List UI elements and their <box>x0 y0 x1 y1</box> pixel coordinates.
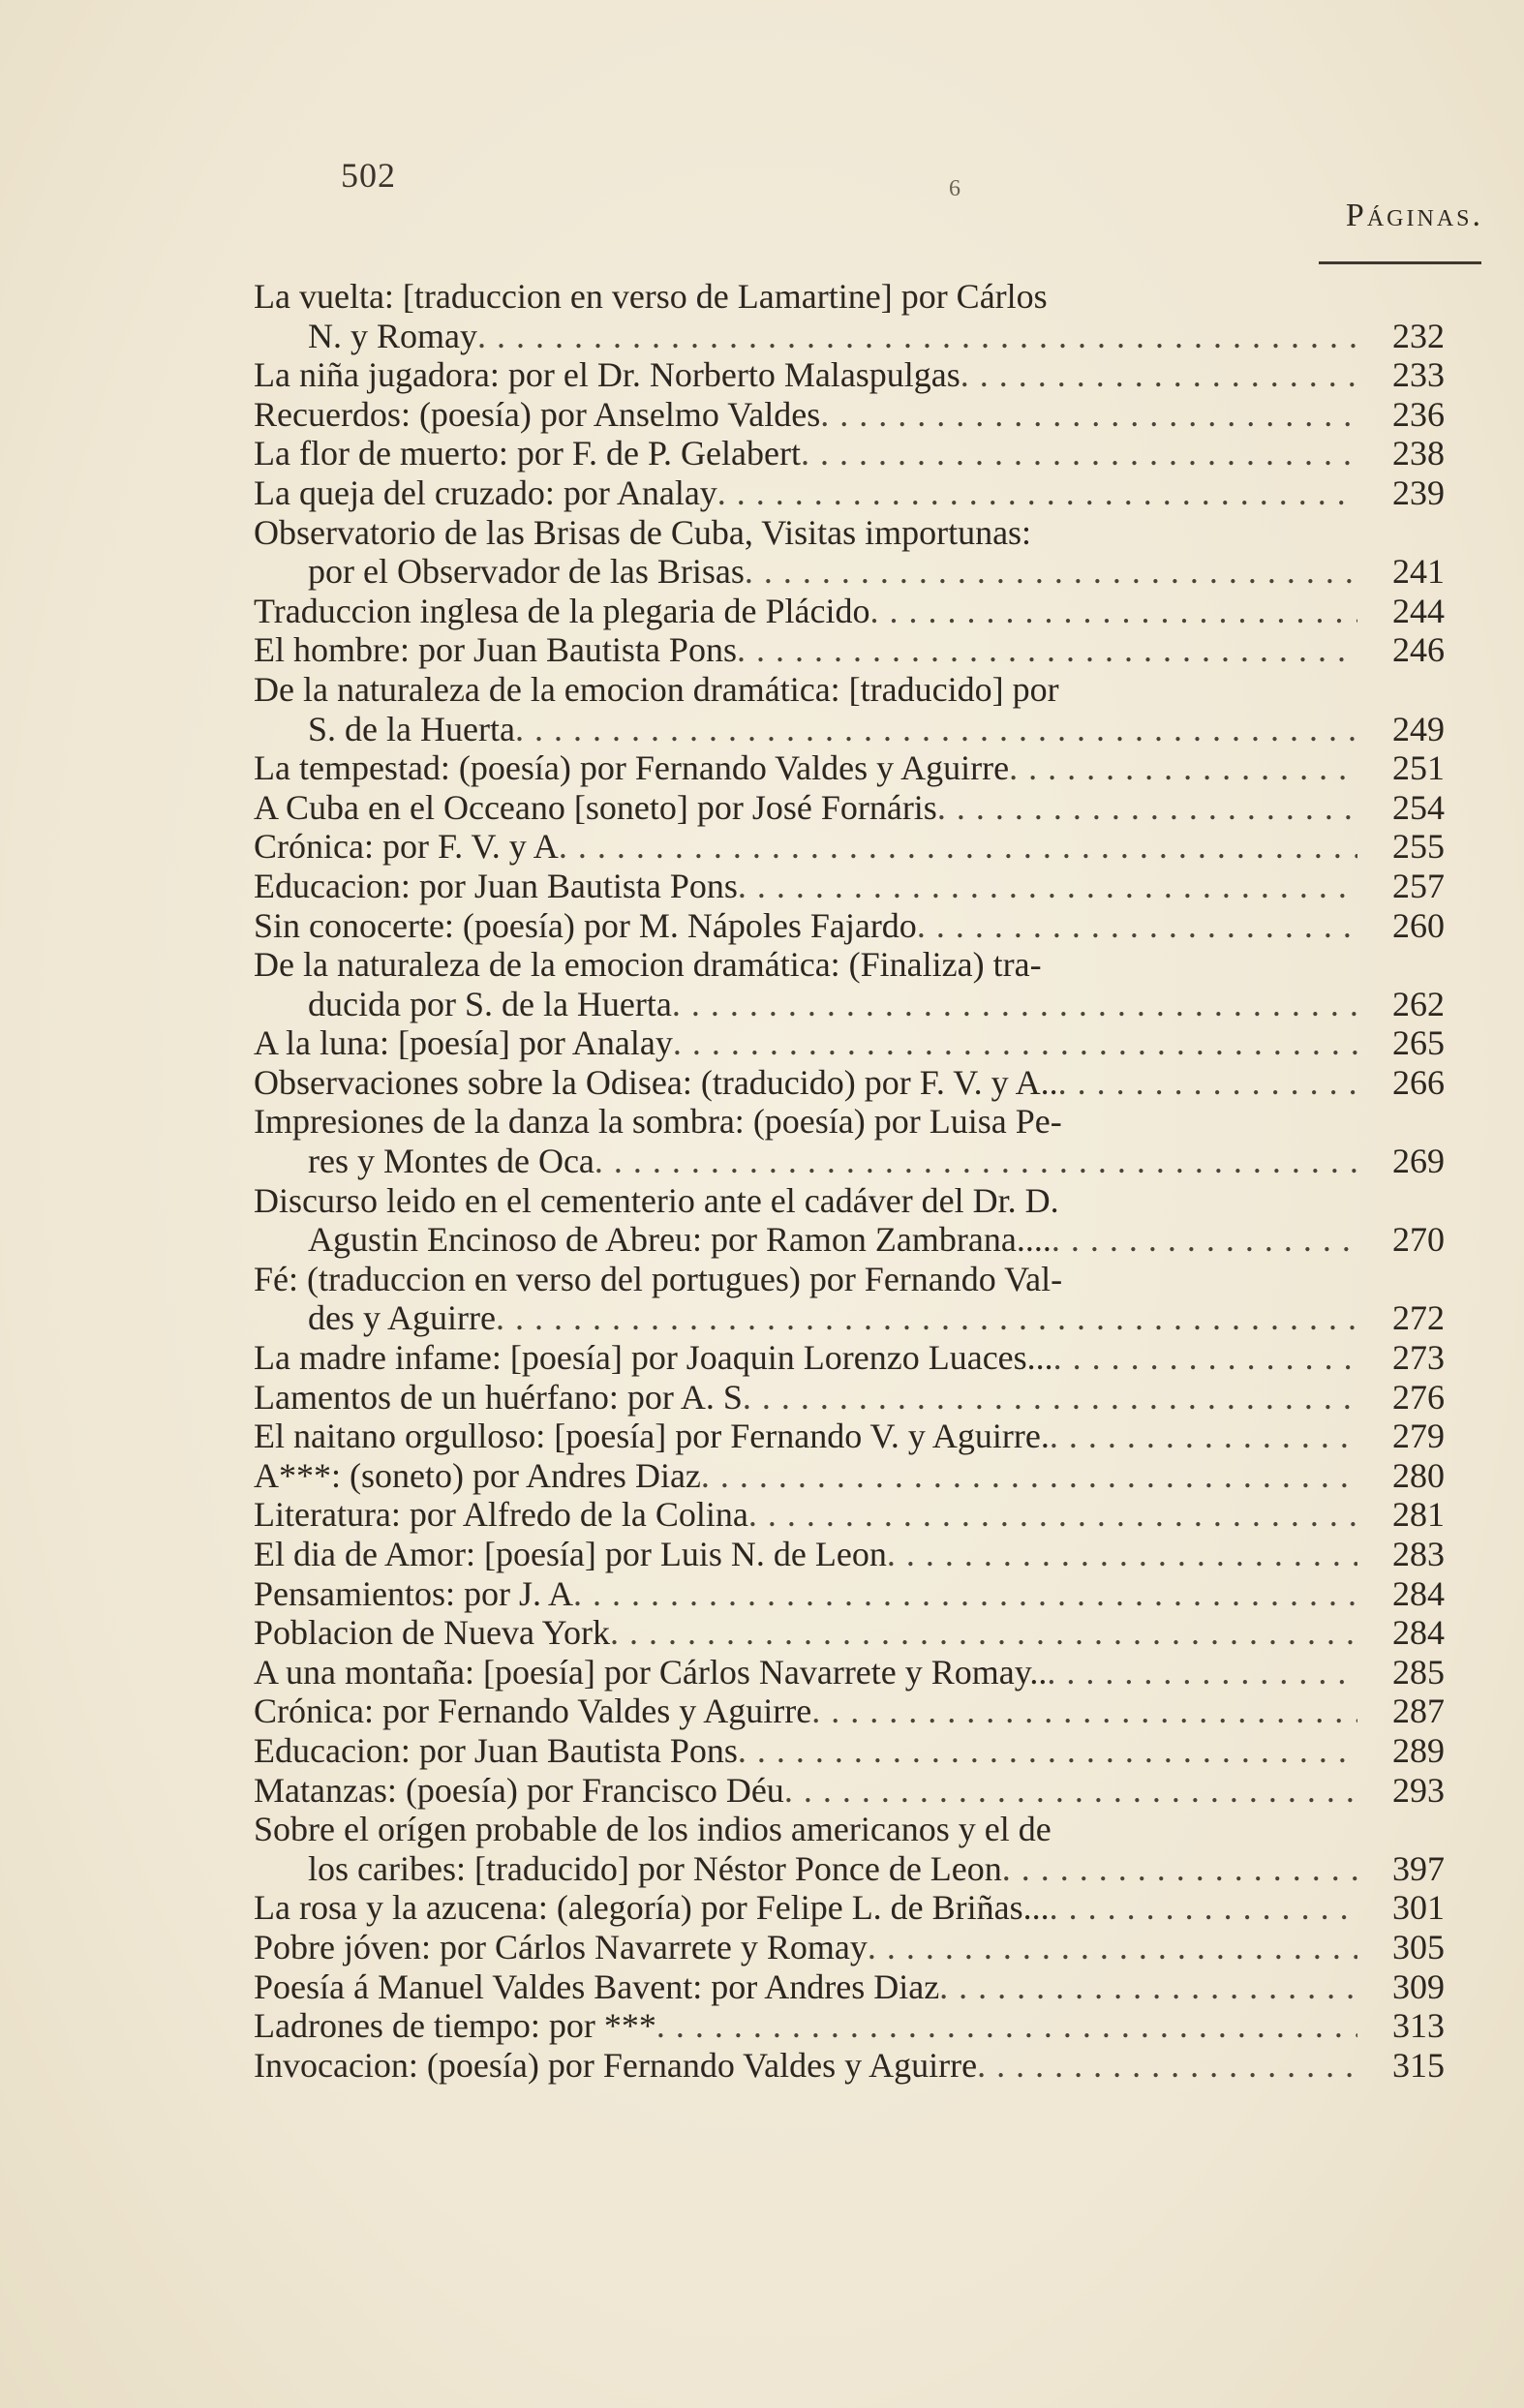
toc-entry <box>254 827 1445 867</box>
entry-text: Educacion: por Juan Bautista Pons <box>254 1730 738 1770</box>
dot-leader <box>1058 1063 1357 1103</box>
entry-continuation-line <box>254 1142 1445 1181</box>
toc-entry <box>254 1417 1445 1456</box>
entry-title-line <box>254 630 1445 670</box>
dot-leader <box>887 1535 1357 1574</box>
dot-leader <box>1009 748 1357 788</box>
toc-entry <box>254 2046 1445 2086</box>
entry-page-number: 309 <box>1392 1966 1445 2006</box>
toc-entry <box>254 670 1445 748</box>
toc-entry <box>254 2006 1445 2046</box>
entry-text: De la naturaleza de la emocion dramática: (Finaliza) tra- <box>254 945 1042 985</box>
entry-page-number: 269 <box>1392 1142 1445 1181</box>
pages-column-heading: Páginas. <box>1345 198 1483 233</box>
entry-text: De la naturaleza de la emocion dramática: [traducido] por <box>254 669 1059 709</box>
dot-leader <box>673 1023 1357 1063</box>
entry-page-number: 293 <box>1392 1770 1445 1810</box>
entry-page-number: 283 <box>1392 1535 1445 1573</box>
dot-leader <box>939 1967 1357 2007</box>
toc-entry <box>254 1378 1445 1417</box>
entry-page-number: 246 <box>1392 630 1445 670</box>
entry-title-line <box>254 1495 1445 1535</box>
entry-text: Discurso leido en el cementerio ante el cadáver del Dr. D. <box>254 1180 1059 1220</box>
entry-text: Pobre jóven: por Cárlos Navarrete y Romay <box>254 1927 868 1966</box>
entry-text: La madre infame: [poesía] por Joaquin Lorenzo Luaces... <box>254 1338 1053 1378</box>
toc-entry <box>254 1260 1445 1338</box>
entry-title-line <box>254 1181 1445 1221</box>
dot-leader <box>784 1771 1357 1811</box>
entry-text: Educacion: por Juan Bautista Pons <box>254 866 738 905</box>
dot-leader <box>610 1613 1357 1653</box>
toc-entry <box>254 1810 1445 1888</box>
entry-title-line <box>254 277 1445 317</box>
entry-title-line <box>254 867 1445 906</box>
entry-page-number: 236 <box>1392 394 1445 434</box>
entry-text: El hombre: por Juan Bautista Pons <box>254 630 737 670</box>
entry-title-line <box>254 1535 1445 1574</box>
entry-title-line <box>254 1378 1445 1417</box>
entry-text: La flor de muerto: por F. de P. Gelabert <box>254 434 801 473</box>
entry-text: Lamentos de un huérfano: por A. S <box>254 1377 743 1417</box>
entry-text: Crónica: por Fernando Valdes y Aguirre <box>254 1692 812 1731</box>
entry-text: Literatura: por Alfredo de la Colina <box>254 1495 748 1535</box>
entry-text: Matanzas: (poesía) por Francisco Déu <box>254 1770 784 1810</box>
dot-leader <box>737 630 1357 670</box>
dot-leader <box>745 552 1357 592</box>
entry-page-number: 232 <box>1392 316 1445 355</box>
dot-leader <box>977 2046 1357 2086</box>
dot-leader <box>743 1378 1357 1417</box>
entry-text: La queja del cruzado: por Analay <box>254 472 717 512</box>
entry-title-line <box>254 434 1445 473</box>
toc-entry <box>254 1771 1445 1811</box>
entry-page-number: 272 <box>1392 1298 1445 1338</box>
entry-page-number: 265 <box>1392 1023 1445 1063</box>
entry-page-number: 244 <box>1392 591 1445 630</box>
dot-leader <box>1047 1653 1357 1692</box>
entry-page-number: 279 <box>1392 1417 1445 1456</box>
dot-leader <box>869 592 1357 631</box>
entry-page-number: 285 <box>1392 1652 1445 1692</box>
entry-text: des y Aguirre <box>308 1298 496 1338</box>
entry-text: S. de la Huerta <box>308 709 515 748</box>
entry-text: por el Observador de las Brisas <box>308 552 745 592</box>
entry-page-number: 239 <box>1392 472 1445 512</box>
dot-leader <box>937 788 1357 828</box>
toc-entry <box>254 355 1445 395</box>
entry-continuation-line <box>254 317 1445 356</box>
entry-page-number: 255 <box>1392 827 1445 867</box>
toc-entry <box>254 1967 1445 2007</box>
entry-page-number: 315 <box>1392 2045 1445 2085</box>
toc-entry <box>254 1613 1445 1653</box>
dot-leader <box>656 2006 1357 2046</box>
entry-page-number: 266 <box>1392 1062 1445 1102</box>
entry-page-number: 313 <box>1392 2006 1445 2046</box>
dot-leader <box>868 1928 1357 1967</box>
entry-title-line <box>254 1063 1445 1103</box>
dot-leader <box>811 1692 1357 1731</box>
entry-title-line <box>254 473 1445 513</box>
entry-title-line <box>254 1692 1445 1731</box>
dot-leader <box>515 710 1357 749</box>
entry-text: La tempestad: (poesía) por Fernando Valdes y Aguirre <box>254 748 1010 788</box>
entry-continuation-line <box>254 552 1445 592</box>
entry-title-line <box>254 906 1445 946</box>
dot-leader <box>801 434 1357 473</box>
entry-page-number: 262 <box>1392 984 1445 1023</box>
dot-leader <box>1053 1338 1357 1378</box>
entry-text: Sin conocerte: (poesía) por M. Nápoles Fajardo <box>254 905 917 945</box>
toc-entry <box>254 1456 1445 1496</box>
entry-title-line <box>254 670 1445 710</box>
toc-entry <box>254 788 1445 828</box>
dot-leader <box>672 985 1357 1024</box>
entry-title-line <box>254 1771 1445 1811</box>
entry-page-number: 284 <box>1392 1613 1445 1653</box>
entry-text: Traduccion inglesa de la plegaria de Plácido <box>254 591 870 630</box>
entry-title-line <box>254 592 1445 631</box>
toc-entry <box>254 592 1445 631</box>
entry-text: ducida por S. de la Huerta <box>308 984 672 1023</box>
entry-page-number: 270 <box>1392 1220 1445 1260</box>
dot-leader <box>573 1574 1357 1614</box>
entry-text: Impresiones de la danza la sombra: (poesía) por Luisa Pe- <box>254 1102 1062 1142</box>
entry-page-number: 233 <box>1392 355 1445 395</box>
toc-entry <box>254 473 1445 513</box>
entry-page-number: 251 <box>1392 748 1445 788</box>
toc-entry <box>254 434 1445 473</box>
toc-entry <box>254 1888 1445 1928</box>
entry-continuation-line <box>254 1298 1445 1338</box>
table-of-contents <box>254 277 1445 2085</box>
dot-leader <box>1052 1220 1357 1260</box>
toc-entry <box>254 1535 1445 1574</box>
entry-text: Recuerdos: (poesía) por Anselmo Valdes <box>254 394 821 434</box>
dot-leader <box>1002 1849 1357 1889</box>
dot-leader <box>701 1456 1357 1496</box>
entry-text: La vuelta: [traduccion en verso de Lamartine] por Cárlos <box>254 277 1048 316</box>
toc-entry <box>254 1102 1445 1180</box>
entry-page-number: 241 <box>1392 552 1445 592</box>
entry-title-line <box>254 1574 1445 1614</box>
toc-entry <box>254 513 1445 592</box>
entry-text: Poesía á Manuel Valdes Bavent: por Andres Diaz <box>254 1966 940 2006</box>
dot-leader <box>477 317 1357 356</box>
dot-leader <box>496 1298 1357 1338</box>
entry-title-line <box>254 1888 1445 1928</box>
toc-entry <box>254 867 1445 906</box>
toc-entry <box>254 748 1445 788</box>
toc-entry <box>254 906 1445 946</box>
entry-page-number: 276 <box>1392 1377 1445 1417</box>
heading-rule <box>1319 261 1481 264</box>
entry-text: A***: (soneto) por Andres Diaz <box>254 1455 701 1495</box>
entry-page-number: 301 <box>1392 1888 1445 1928</box>
entry-text: Poblacion de Nueva York <box>254 1613 610 1653</box>
entry-text: Fé: (traduccion en verso del portugues) por Fernando Val- <box>254 1259 1063 1298</box>
toc-entry <box>254 1063 1445 1103</box>
entry-title-line <box>254 1967 1445 2007</box>
entry-text: A una montaña: [poesía] por Cárlos Navarrete y Romay.. <box>254 1652 1048 1692</box>
toc-entry <box>254 945 1445 1023</box>
dot-leader <box>1050 1417 1357 1456</box>
entry-text: N. y Romay <box>308 316 477 355</box>
entry-text: Ladrones de tiempo: por *** <box>254 2006 656 2046</box>
entry-text: Crónica: por F. V. y A <box>254 827 559 867</box>
toc-entry <box>254 630 1445 670</box>
entry-text: El naitano orgulloso: [poesía] por Fernando V. y Aguirre. <box>254 1417 1050 1456</box>
entry-page-number: 249 <box>1392 709 1445 748</box>
entry-title-line <box>254 1731 1445 1771</box>
entry-page-number: 284 <box>1392 1573 1445 1613</box>
entry-page-number: 287 <box>1392 1692 1445 1731</box>
entry-title-line <box>254 788 1445 828</box>
toc-entry <box>254 1023 1445 1063</box>
entry-page-number: 238 <box>1392 434 1445 473</box>
toc-entry <box>254 395 1445 435</box>
entry-title-line <box>254 1928 1445 1967</box>
entry-text: Invocacion: (poesía) por Fernando Valdes y Aguirre <box>254 2045 978 2085</box>
dot-leader <box>594 1142 1357 1181</box>
dot-leader <box>717 473 1357 513</box>
toc-entry <box>254 1574 1445 1614</box>
toc-entry <box>254 1731 1445 1771</box>
toc-entry <box>254 1928 1445 1967</box>
entry-title-line <box>254 395 1445 435</box>
entry-title-line <box>254 2006 1445 2046</box>
entry-page-number: 305 <box>1392 1927 1445 1966</box>
entry-text: El dia de Amor: [poesía] por Luis N. de Leon <box>254 1535 887 1573</box>
entry-title-line <box>254 1023 1445 1063</box>
entry-text: los caribes: [traducido] por Néstor Ponce de Leon <box>308 1848 1002 1888</box>
toc-entry <box>254 277 1445 355</box>
entry-title-line <box>254 513 1445 553</box>
entry-page-number: 289 <box>1392 1730 1445 1770</box>
entry-title-line <box>254 1417 1445 1456</box>
entry-text: Observaciones sobre la Odisea: (traducido) por F. V. y A.. <box>254 1062 1058 1102</box>
entry-title-line <box>254 1260 1445 1299</box>
entry-continuation-line <box>254 1220 1445 1260</box>
dot-leader <box>917 906 1357 946</box>
entry-text: Pensamientos: por J. A <box>254 1573 573 1613</box>
entry-text: A Cuba en el Occeano [soneto] por José Fornáris <box>254 787 937 827</box>
entry-title-line <box>254 1338 1445 1378</box>
entry-text: Observatorio de las Brisas de Cuba, Visitas importunas: <box>254 512 1032 552</box>
page-mark: 6 <box>949 176 960 201</box>
dot-leader <box>748 1495 1357 1535</box>
entry-text: res y Montes de Oca <box>308 1142 594 1181</box>
entry-continuation-line <box>254 710 1445 749</box>
page-number: 502 <box>341 156 396 195</box>
entry-page-number: 254 <box>1392 787 1445 827</box>
entry-title-line <box>254 748 1445 788</box>
dot-leader <box>960 355 1357 395</box>
entry-text: A la luna: [poesía] por Analay <box>254 1023 673 1063</box>
dot-leader <box>738 867 1357 906</box>
entry-text: La rosa y la azucena: (alegoría) por Felipe L. de Briñas... <box>254 1888 1050 1928</box>
toc-entry <box>254 1692 1445 1731</box>
dot-leader <box>820 395 1357 435</box>
entry-title-line <box>254 1613 1445 1653</box>
entry-page-number: 273 <box>1392 1338 1445 1378</box>
entry-title-line <box>254 1810 1445 1849</box>
entry-title-line <box>254 2046 1445 2086</box>
entry-page-number: 260 <box>1392 905 1445 945</box>
entry-text: Agustin Encinoso de Abreu: por Ramon Zambrana.... <box>308 1220 1052 1260</box>
dot-leader <box>1050 1888 1357 1928</box>
entry-title-line <box>254 945 1445 985</box>
toc-entry <box>254 1653 1445 1692</box>
entry-page-number: 397 <box>1392 1848 1445 1888</box>
entry-title-line <box>254 1653 1445 1692</box>
entry-continuation-line <box>254 1849 1445 1889</box>
dot-leader <box>738 1731 1357 1771</box>
entry-continuation-line <box>254 985 1445 1024</box>
entry-title-line <box>254 355 1445 395</box>
entry-page-number: 257 <box>1392 866 1445 905</box>
entry-title-line <box>254 1456 1445 1496</box>
dot-leader <box>559 827 1357 867</box>
toc-entry <box>254 1338 1445 1378</box>
entry-page-number: 280 <box>1392 1455 1445 1495</box>
entry-title-line <box>254 1102 1445 1142</box>
entry-text: La niña jugadora: por el Dr. Norberto Malaspulgas <box>254 355 960 395</box>
entry-title-line <box>254 827 1445 867</box>
entry-text: Sobre el orígen probable de los indios americanos y el de <box>254 1810 1052 1849</box>
toc-entry <box>254 1495 1445 1535</box>
toc-entry <box>254 1181 1445 1260</box>
entry-page-number: 281 <box>1392 1495 1445 1535</box>
